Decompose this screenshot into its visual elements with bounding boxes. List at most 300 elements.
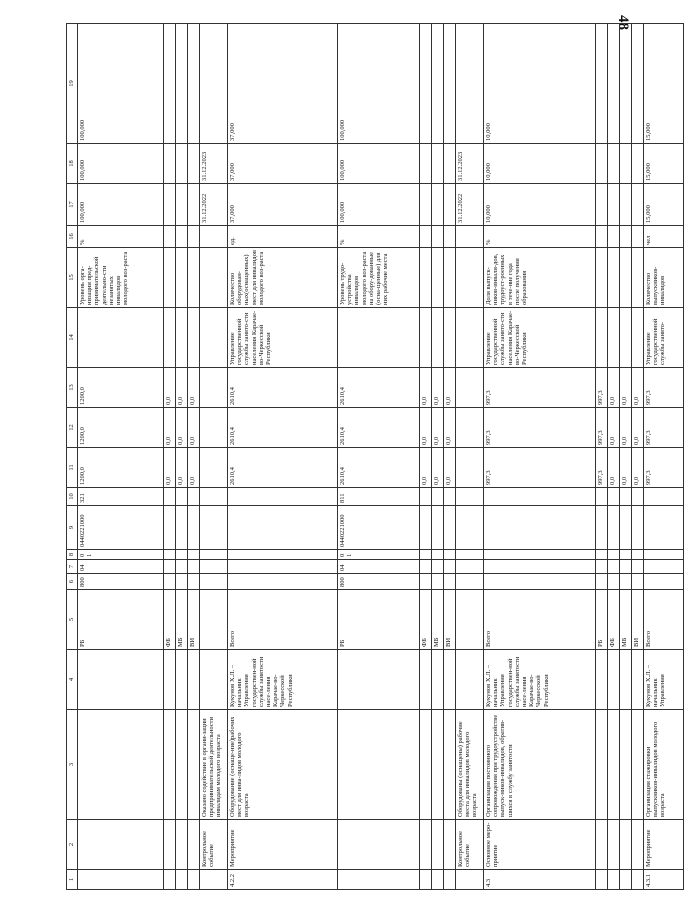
table-row	[432, 24, 444, 890]
cell-col-9: 0440221000	[338, 506, 420, 550]
cell-col-14	[620, 308, 632, 368]
cell-col-14	[632, 308, 644, 368]
cell-col-8	[620, 550, 632, 560]
column-header-4: 4	[67, 650, 78, 710]
cell-col-3	[608, 710, 620, 820]
cell-col-14	[596, 308, 608, 368]
cell-col-19: 15,000	[644, 24, 684, 144]
cell-col-12: 997,3	[644, 408, 684, 448]
cell-col-6	[420, 574, 432, 590]
cell-col-15	[632, 248, 644, 308]
cell-col-13: 0,0	[176, 368, 188, 408]
cell-col-13: 0,0	[620, 368, 632, 408]
cell-col-17	[608, 184, 620, 226]
cell-col-7	[608, 560, 620, 574]
cell-col-18	[608, 144, 620, 184]
cell-col-4	[164, 650, 176, 710]
cell-col-9	[644, 506, 684, 550]
cell-col-17	[432, 184, 444, 226]
cell-col-18	[620, 144, 632, 184]
column-header-12: 12	[67, 408, 78, 448]
cell-col-16: %	[484, 226, 596, 248]
cell-col-10	[456, 488, 484, 506]
cell-col-1: 4.3	[484, 870, 596, 890]
cell-col-14	[78, 308, 164, 368]
cell-col-8	[188, 550, 200, 560]
cell-col-5: ФБ	[420, 590, 432, 650]
cell-col-10	[200, 488, 228, 506]
cell-col-2: Мероприятие	[228, 820, 338, 870]
cell-col-17: 100,000	[338, 184, 420, 226]
column-header-15: 15	[67, 248, 78, 308]
cell-col-9	[484, 506, 596, 550]
cell-col-10	[228, 488, 338, 506]
cell-col-19	[620, 24, 632, 144]
cell-col-3	[164, 710, 176, 820]
cell-col-9	[164, 506, 176, 550]
cell-col-5: ВИ	[632, 590, 644, 650]
cell-col-16	[444, 226, 456, 248]
cell-col-16	[188, 226, 200, 248]
cell-col-7: 04	[338, 560, 420, 574]
cell-col-13: 997,3	[484, 368, 596, 408]
table-row	[620, 24, 632, 890]
cell-col-9	[456, 506, 484, 550]
cell-col-7	[444, 560, 456, 574]
cell-col-10	[176, 488, 188, 506]
cell-col-18: 31.12.2023	[456, 144, 484, 184]
cell-col-18: 100,000	[78, 144, 164, 184]
cell-col-6	[608, 574, 620, 590]
cell-col-10	[432, 488, 444, 506]
cell-col-15	[620, 248, 632, 308]
cell-col-16: чел	[644, 226, 684, 248]
cell-col-5: МБ	[432, 590, 444, 650]
cell-col-13: 0,0	[164, 368, 176, 408]
cell-col-15	[188, 248, 200, 308]
cell-col-19	[432, 24, 444, 144]
cell-col-8: 01	[78, 550, 164, 560]
cell-col-11: 0,0	[420, 448, 432, 488]
cell-col-15	[444, 248, 456, 308]
cell-col-2	[432, 820, 444, 870]
cell-col-8	[432, 550, 444, 560]
table-row	[228, 24, 338, 890]
cell-col-18: 31.12.2023	[200, 144, 228, 184]
cell-col-15	[200, 248, 228, 308]
cell-col-17	[444, 184, 456, 226]
cell-col-11: 997,3	[644, 448, 684, 488]
column-header-8: 8	[67, 550, 78, 560]
cell-col-1: 4.3.1	[644, 870, 684, 890]
cell-col-8	[608, 550, 620, 560]
cell-col-8	[176, 550, 188, 560]
cell-col-2	[176, 820, 188, 870]
cell-col-18: 15,000	[644, 144, 684, 184]
cell-col-14	[338, 308, 420, 368]
cell-col-9	[432, 506, 444, 550]
cell-col-17	[632, 184, 644, 226]
table-row	[644, 24, 684, 890]
program-table	[66, 23, 684, 890]
cell-col-6	[444, 574, 456, 590]
cell-col-5: ВИ	[188, 590, 200, 650]
cell-col-6	[176, 574, 188, 590]
cell-col-2	[78, 820, 164, 870]
cell-col-15	[420, 248, 432, 308]
cell-col-15: Количество оборудован-ных(оснащенных) мест для инвалидов молодого воз-раста	[228, 248, 338, 308]
cell-col-7	[484, 560, 596, 574]
cell-col-6	[228, 574, 338, 590]
cell-col-17: 15,000	[644, 184, 684, 226]
cell-col-8: 01	[338, 550, 420, 560]
cell-col-4	[620, 650, 632, 710]
cell-col-13: 2610,4	[228, 368, 338, 408]
column-header-6: 6	[67, 574, 78, 590]
cell-col-19	[456, 24, 484, 144]
cell-col-19: 100,000	[338, 24, 420, 144]
cell-col-1	[78, 870, 164, 890]
cell-col-11: 997,3	[596, 448, 608, 488]
cell-col-3	[620, 710, 632, 820]
cell-col-2	[444, 820, 456, 870]
cell-col-2: Контрольное событие	[200, 820, 228, 870]
cell-col-18: 100,000	[338, 144, 420, 184]
cell-col-12: 997,3	[484, 408, 596, 448]
column-header-11: 11	[67, 448, 78, 488]
table-row	[200, 24, 228, 890]
cell-col-9	[200, 506, 228, 550]
cell-col-12: 0,0	[164, 408, 176, 448]
cell-col-11: 0,0	[432, 448, 444, 488]
table-row	[188, 24, 200, 890]
table-row	[596, 24, 608, 890]
cell-col-16: ед.	[228, 226, 338, 248]
cell-col-6	[164, 574, 176, 590]
cell-col-14: Управление государственной службы занято-	[644, 308, 684, 368]
cell-col-19	[608, 24, 620, 144]
cell-col-6	[432, 574, 444, 590]
cell-col-16	[200, 226, 228, 248]
cell-col-14	[456, 308, 484, 368]
table-row	[456, 24, 484, 890]
cell-col-9	[228, 506, 338, 550]
cell-col-10	[188, 488, 200, 506]
cell-col-1	[608, 870, 620, 890]
cell-col-11: 0,0	[632, 448, 644, 488]
cell-col-3	[596, 710, 608, 820]
cell-col-14: Управление государственной службы занято-сти населения Карачае-во-Черкесской Республики	[484, 308, 596, 368]
cell-col-4	[444, 650, 456, 710]
cell-col-17: 31.12.2022	[200, 184, 228, 226]
cell-col-10: 321	[78, 488, 164, 506]
cell-col-13: 0,0	[420, 368, 432, 408]
cell-col-12: 0,0	[444, 408, 456, 448]
cell-col-2: Мероприятие	[644, 820, 684, 870]
column-header-7: 7	[67, 560, 78, 574]
cell-col-8	[164, 550, 176, 560]
cell-col-2	[420, 820, 432, 870]
cell-col-17: 10,000	[484, 184, 596, 226]
cell-col-8	[456, 550, 484, 560]
cell-col-19	[164, 24, 176, 144]
cell-col-4	[200, 650, 228, 710]
cell-col-18	[596, 144, 608, 184]
cell-col-18	[444, 144, 456, 184]
column-header-10: 10	[67, 488, 78, 506]
cell-col-4	[456, 650, 484, 710]
column-header-2: 2	[67, 820, 78, 870]
cell-col-9	[608, 506, 620, 550]
column-header-19: 19	[67, 24, 78, 144]
cell-col-4	[338, 650, 420, 710]
cell-col-13: 2610,4	[338, 368, 420, 408]
cell-col-1	[456, 870, 484, 890]
cell-col-3: Оборудованы (оснащены) рабочие места для инвалидов молодого возраста	[456, 710, 484, 820]
table-row	[608, 24, 620, 890]
header-row	[67, 24, 78, 890]
cell-col-19	[444, 24, 456, 144]
cell-col-7	[432, 560, 444, 574]
cell-col-13	[200, 368, 228, 408]
cell-col-16: %	[338, 226, 420, 248]
cell-col-14	[188, 308, 200, 368]
cell-col-4	[432, 650, 444, 710]
cell-col-5: РБ	[596, 590, 608, 650]
cell-col-18	[164, 144, 176, 184]
cell-col-9	[596, 506, 608, 550]
cell-col-12: 0,0	[176, 408, 188, 448]
cell-col-2	[164, 820, 176, 870]
cell-col-8	[632, 550, 644, 560]
cell-col-13: 0,0	[632, 368, 644, 408]
cell-col-5: РБ	[78, 590, 164, 650]
cell-col-10	[420, 488, 432, 506]
cell-col-14	[432, 308, 444, 368]
cell-col-7	[176, 560, 188, 574]
cell-col-10	[608, 488, 620, 506]
cell-col-18	[188, 144, 200, 184]
cell-col-6	[596, 574, 608, 590]
cell-col-12: 2610,4	[228, 408, 338, 448]
cell-col-1	[620, 870, 632, 890]
cell-col-14: Управление государственной службы занято-сти населения Карачае-во-Черкесской Республики	[228, 308, 338, 368]
cell-col-15	[176, 248, 188, 308]
cell-col-5: РБ	[338, 590, 420, 650]
cell-col-2	[596, 820, 608, 870]
cell-col-12: 0,0	[432, 408, 444, 448]
table-row	[176, 24, 188, 890]
column-header-3: 3	[67, 710, 78, 820]
cell-col-7	[420, 560, 432, 574]
cell-col-12: 0,0	[608, 408, 620, 448]
cell-col-8	[644, 550, 684, 560]
cell-col-16	[596, 226, 608, 248]
cell-col-17: 37,000	[228, 184, 338, 226]
cell-col-4	[420, 650, 432, 710]
cell-col-17	[164, 184, 176, 226]
cell-col-3: Оборудование (оснаще-ние)рабочих мест для инва-лидов молодого возраста	[228, 710, 338, 820]
cell-col-18	[632, 144, 644, 184]
cell-col-15	[596, 248, 608, 308]
cell-col-1	[420, 870, 432, 890]
column-header-18: 18	[67, 144, 78, 184]
table-row	[484, 24, 596, 890]
cell-col-8	[596, 550, 608, 560]
cell-col-5: Всего	[484, 590, 596, 650]
cell-col-3: Оказано содействие в органи-зации предпринимательской деятельности инвалидам молодого возраста	[200, 710, 228, 820]
cell-col-16: %	[78, 226, 164, 248]
cell-col-12: 0,0	[188, 408, 200, 448]
cell-col-16	[620, 226, 632, 248]
cell-col-8	[484, 550, 596, 560]
cell-col-15: Уровень орга-низации пред-принимательской деятельно-сти незанятых инвалидов молодого воз-раста	[78, 248, 164, 308]
cell-col-5: Всего	[228, 590, 338, 650]
cell-col-14	[176, 308, 188, 368]
column-header-16: 16	[67, 226, 78, 248]
cell-col-1	[432, 870, 444, 890]
column-header-1: 1	[67, 870, 78, 890]
cell-col-6	[632, 574, 644, 590]
cell-col-12: 997,3	[596, 408, 608, 448]
cell-col-1	[200, 870, 228, 890]
cell-col-5	[456, 590, 484, 650]
cell-col-3	[432, 710, 444, 820]
cell-col-10	[164, 488, 176, 506]
cell-col-5: Всего	[644, 590, 684, 650]
cell-col-5: ВИ	[444, 590, 456, 650]
cell-col-4: Кукунов Х.Л. – начальник Управления государствен-ной службы занятости насе-ления Карачае-во-Черкесской Республики	[228, 650, 338, 710]
cell-col-1: 4.2.2	[228, 870, 338, 890]
column-header-17: 17	[67, 184, 78, 226]
cell-col-6: 800	[338, 574, 420, 590]
cell-col-4	[188, 650, 200, 710]
cell-col-16	[176, 226, 188, 248]
cell-col-12: 0,0	[620, 408, 632, 448]
cell-col-12: 2610,4	[338, 408, 420, 448]
cell-col-10: 811	[338, 488, 420, 506]
cell-col-17	[188, 184, 200, 226]
cell-col-11: 0,0	[164, 448, 176, 488]
cell-col-15: Количество выпускников-инвалидов	[644, 248, 684, 308]
cell-col-19	[176, 24, 188, 144]
cell-col-13: 997,3	[596, 368, 608, 408]
cell-col-12	[456, 408, 484, 448]
cell-col-4	[176, 650, 188, 710]
cell-col-5: МБ	[176, 590, 188, 650]
cell-col-17	[620, 184, 632, 226]
cell-col-15	[164, 248, 176, 308]
cell-col-19	[596, 24, 608, 144]
cell-col-7	[644, 560, 684, 574]
table-row	[78, 24, 164, 890]
cell-col-10	[644, 488, 684, 506]
cell-col-3: Организация стажировки выпускников-инвалидов молодого возраста	[644, 710, 684, 820]
cell-col-15: Доля выпуск-ников-инвали-дов, трудоуст-роенных в тече-ние года после получения образования	[484, 248, 596, 308]
cell-col-6	[200, 574, 228, 590]
cell-col-7	[188, 560, 200, 574]
cell-col-12: 0,0	[632, 408, 644, 448]
cell-col-1	[338, 870, 420, 890]
cell-col-11: 2610,4	[228, 448, 338, 488]
cell-col-9	[444, 506, 456, 550]
cell-col-14	[608, 308, 620, 368]
cell-col-4	[608, 650, 620, 710]
cell-col-12	[200, 408, 228, 448]
cell-col-19	[420, 24, 432, 144]
cell-col-14	[420, 308, 432, 368]
cell-col-2	[608, 820, 620, 870]
cell-col-14	[164, 308, 176, 368]
cell-col-2	[620, 820, 632, 870]
cell-col-13: 0,0	[608, 368, 620, 408]
cell-col-11	[456, 448, 484, 488]
cell-col-7	[456, 560, 484, 574]
column-header-5: 5	[67, 590, 78, 650]
cell-col-3	[632, 710, 644, 820]
cell-col-12: 1200,0	[78, 408, 164, 448]
cell-col-5: ФБ	[164, 590, 176, 650]
cell-col-13: 0,0	[188, 368, 200, 408]
cell-col-3	[78, 710, 164, 820]
cell-col-10	[632, 488, 644, 506]
cell-col-19: 37,000	[228, 24, 338, 144]
cell-col-9: 0440221000	[78, 506, 164, 550]
cell-col-4	[78, 650, 164, 710]
table-row	[444, 24, 456, 890]
cell-col-19: 100,000	[78, 24, 164, 144]
cell-col-19: 10,000	[484, 24, 596, 144]
cell-col-10	[596, 488, 608, 506]
cell-col-16	[608, 226, 620, 248]
cell-col-2	[338, 820, 420, 870]
cell-col-11: 0,0	[444, 448, 456, 488]
table-row	[632, 24, 644, 890]
cell-col-7	[620, 560, 632, 574]
cell-col-16	[164, 226, 176, 248]
cell-col-11: 1200,0	[78, 448, 164, 488]
cell-col-19	[632, 24, 644, 144]
cell-col-7	[200, 560, 228, 574]
table-row	[338, 24, 420, 890]
cell-col-13: 997,3	[644, 368, 684, 408]
cell-col-10	[484, 488, 596, 506]
cell-col-4	[632, 650, 644, 710]
cell-col-16	[420, 226, 432, 248]
column-header-13: 13	[67, 368, 78, 408]
cell-col-7	[596, 560, 608, 574]
cell-col-11: 0,0	[188, 448, 200, 488]
cell-col-11: 0,0	[176, 448, 188, 488]
cell-col-8	[444, 550, 456, 560]
cell-col-9	[632, 506, 644, 550]
cell-col-17	[596, 184, 608, 226]
cell-col-6	[456, 574, 484, 590]
cell-col-10	[444, 488, 456, 506]
cell-col-2	[188, 820, 200, 870]
cell-col-7	[632, 560, 644, 574]
rotated-table-container	[66, 24, 667, 890]
cell-col-15: Уровень трудо-устройства инвалидов молодого воз-раста на обору-дованные (осна-щенные) для них рабочие места	[338, 248, 420, 308]
cell-col-17	[176, 184, 188, 226]
cell-col-1	[164, 870, 176, 890]
cell-col-9	[176, 506, 188, 550]
cell-col-13: 0,0	[432, 368, 444, 408]
cell-col-18: 37,000	[228, 144, 338, 184]
cell-col-18	[420, 144, 432, 184]
cell-col-13: 1200,0	[78, 368, 164, 408]
cell-col-7	[228, 560, 338, 574]
